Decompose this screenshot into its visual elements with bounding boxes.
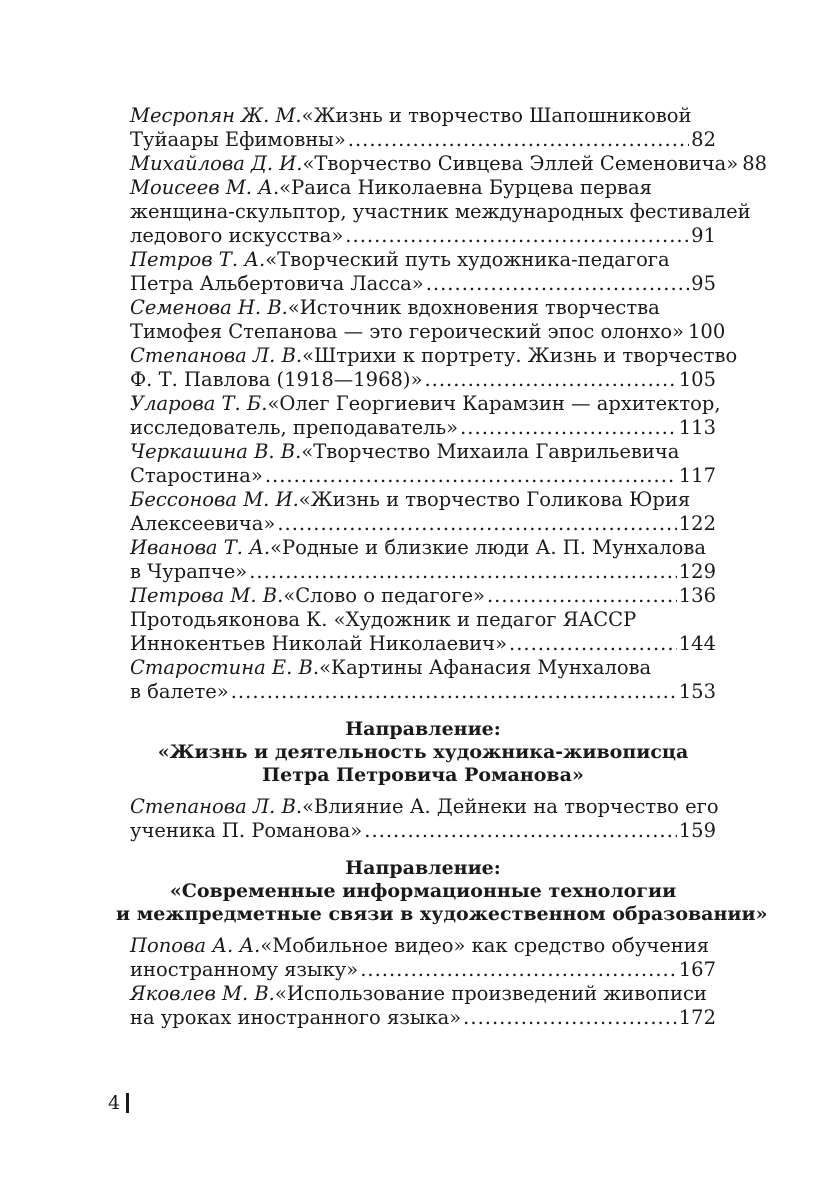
entry-page-number: 105 — [678, 368, 716, 391]
section-heading-portrait — [116, 718, 730, 787]
entry-title-text: «Картины Афанасия Мунхалова — [319, 656, 652, 679]
entry-author: Иванова Т. А. — [130, 536, 271, 559]
entry-page-number: 91 — [691, 224, 716, 247]
entry-title-line — [130, 176, 716, 200]
dot-leader — [277, 512, 676, 536]
entry-title-text: «Источник вдохновения творчества — [287, 296, 660, 319]
entry-last-line — [130, 1006, 716, 1030]
entry-author: Михайлова Д. И. — [130, 152, 303, 175]
entry-title-line — [130, 608, 716, 632]
entry-author: Месропян Ж. М. — [130, 104, 302, 127]
toc-entry — [130, 176, 751, 248]
entry-title-line — [130, 200, 751, 224]
entry-title-line — [130, 934, 716, 958]
toc-entry — [130, 536, 716, 584]
dot-leader — [424, 368, 676, 392]
entry-author: Попова А. А. — [130, 934, 261, 957]
entry-page-number: 88 — [742, 152, 768, 175]
entry-title-line — [130, 536, 716, 560]
entry-last-line — [130, 632, 716, 656]
section-subtitle-line: Петра Петровича Романова» — [262, 764, 584, 786]
entry-title-text: в балете» — [130, 680, 229, 703]
entry-title-text: «Родные и близкие люди А. П. Мунхалова — [270, 536, 706, 559]
entry-title-line — [130, 440, 716, 464]
entry-title-line — [130, 982, 716, 1006]
entry-title-text: «Творчество Михаила Гаврильевича — [301, 440, 680, 463]
dot-leader — [487, 584, 677, 608]
entry-page-number: 117 — [678, 464, 716, 487]
entry-last-line — [130, 512, 716, 536]
entry-author: Степанова Л. В. — [130, 795, 303, 818]
section-subtitle-line: «Жизнь и деятельность художника-живописца — [157, 741, 689, 763]
entry-last-line — [130, 819, 716, 843]
toc-entry — [130, 934, 716, 982]
entry-title-text: Петра Альбертовича Ласса» — [130, 272, 424, 295]
table-of-contents — [116, 104, 768, 1030]
entry-last-line — [130, 368, 716, 392]
toc-entry — [130, 296, 726, 344]
entry-title-text: «Штрихи к портрету. Жизнь и творчество — [302, 344, 738, 367]
entry-page-number: 153 — [678, 680, 716, 703]
entry-title-text: «Жизнь и творчество Шапошниковой — [301, 104, 692, 127]
toc-group-c — [130, 934, 716, 1030]
entry-last-line — [130, 464, 716, 488]
toc-entry — [130, 248, 716, 296]
entry-last-line — [130, 416, 716, 440]
entry-page-number: 172 — [678, 1006, 716, 1029]
entry-title-line — [130, 296, 716, 320]
dot-leader — [249, 560, 677, 584]
entry-title-text: «Творчество Сивцева Эллей Семеновича» — [302, 152, 739, 175]
entry-page-number: 100 — [688, 320, 726, 343]
toc-entry — [130, 608, 716, 656]
section-subtitle-line: и межпредметные связи в художественном образовании» — [116, 903, 768, 925]
toc-entry — [130, 392, 721, 440]
entry-title-text: «Олег Георгиевич Карамзин — архитектор, — [267, 392, 721, 415]
entry-title-line — [130, 656, 716, 680]
entry-last-line — [130, 152, 768, 176]
dot-leader — [265, 464, 677, 488]
entry-page-number: 113 — [678, 416, 716, 439]
entry-title-text: «Раиса Николаевна Бурцева первая — [279, 176, 652, 199]
entry-title-text: Протодьяконова К. «Художник и педагог ЯАССР — [130, 608, 637, 631]
entry-last-line — [130, 584, 716, 608]
entry-last-line — [130, 320, 726, 344]
toc-entry — [130, 488, 716, 536]
toc-entry — [130, 104, 716, 152]
entry-title-text: ученика П. Романова» — [130, 819, 363, 842]
entry-title-line — [130, 488, 716, 512]
entry-title-text: женщина-скульптор, участник международных фестивалей — [130, 200, 751, 223]
footer-bar-mark — [126, 1093, 129, 1113]
toc-group-b — [130, 795, 719, 843]
entry-author: Семенова Н. В. — [130, 296, 288, 319]
dot-leader — [231, 680, 677, 704]
toc-entry — [130, 344, 738, 392]
entry-title-text: «Жизнь и творчество Голикова Юрия — [298, 488, 691, 511]
entry-last-line — [130, 224, 716, 248]
section-heading-technology — [116, 857, 768, 926]
entry-title-text: Туйаары Ефимовны» — [130, 128, 346, 151]
page-footer — [108, 1092, 129, 1114]
entry-title-text: «Мобильное видео» как средство обучения — [260, 934, 710, 957]
entry-title-text: Старостина» — [130, 464, 263, 487]
toc-entry — [130, 152, 768, 176]
entry-title-line — [130, 795, 719, 819]
entry-title-text: Иннокентьев Николай Николаевич» — [130, 632, 508, 655]
toc-entry — [130, 656, 716, 704]
toc-group-a — [130, 104, 768, 704]
dot-leader — [345, 224, 689, 248]
dot-leader — [463, 1006, 677, 1030]
entry-page-number: 95 — [691, 272, 716, 295]
toc-entry — [130, 584, 716, 608]
entry-title-text: «Использование произведений живописи — [274, 982, 707, 1005]
entry-author: Степанова Л. В. — [130, 344, 303, 367]
entry-title-line — [130, 104, 716, 128]
entry-author: Уларова Т. Б. — [130, 392, 268, 415]
entry-title-text: Алексеевича» — [130, 512, 276, 535]
entry-title-line — [130, 392, 721, 416]
dot-leader — [364, 819, 677, 843]
toc-entry — [130, 982, 716, 1030]
toc-entry — [130, 795, 719, 843]
entry-author: Петров Т. А. — [130, 248, 266, 271]
entry-page-number: 144 — [678, 632, 716, 655]
section-title: Направление: — [345, 857, 501, 879]
section-subtitle-line: «Современные информационные технологии — [169, 880, 677, 902]
entry-author: Черкашина В. В. — [130, 440, 302, 463]
entry-last-line — [130, 128, 716, 152]
dot-leader — [426, 272, 689, 296]
entry-last-line — [130, 680, 716, 704]
entry-title-text: «Творческий путь художника-педагога — [265, 248, 670, 271]
dot-leader — [509, 632, 677, 656]
page-number: 4 — [108, 1092, 121, 1114]
dot-leader — [360, 958, 677, 982]
entry-title-text: исследователь, преподаватель» — [130, 416, 459, 439]
dot-leader — [460, 416, 677, 440]
section-title: Направление: — [345, 718, 501, 740]
entry-page-number: 122 — [678, 512, 716, 535]
entry-last-line — [130, 560, 716, 584]
entry-title-text: Ф. Т. Павлова (1918—1968)» — [130, 368, 423, 391]
entry-title-text: в Чурапче» — [130, 560, 248, 583]
entry-page-number: 82 — [691, 128, 716, 151]
entry-last-line — [130, 958, 716, 982]
entry-author: Старостина Е. В. — [130, 656, 320, 679]
toc-entry — [130, 440, 716, 488]
entry-page-number: 136 — [678, 584, 716, 607]
entry-author: Бессонова М. И. — [130, 488, 299, 511]
entry-title-line — [130, 344, 738, 368]
entry-title-text: Тимофея Степанова — это героический эпос олонхо» — [130, 320, 684, 343]
entry-title-text: «Влияние А. Дейнеки на творчество его — [302, 795, 719, 818]
entry-author: Петрова М. В. — [130, 584, 284, 607]
entry-title-text: иностранному языку» — [130, 958, 359, 981]
entry-author: Яковлев М. В. — [130, 982, 275, 1005]
dot-leader — [348, 128, 689, 152]
entry-title-text: на уроках иностранного языка» — [130, 1006, 462, 1029]
entry-page-number: 129 — [678, 560, 716, 583]
entry-last-line — [130, 272, 716, 296]
entry-title-text: «Слово о педагоге» — [283, 584, 485, 607]
entry-title-text: ледового искусства» — [130, 224, 344, 247]
entry-author: Моисеев М. А. — [130, 176, 280, 199]
entry-page-number: 167 — [678, 958, 716, 981]
entry-title-line — [130, 248, 716, 272]
entry-page-number: 159 — [678, 819, 716, 842]
